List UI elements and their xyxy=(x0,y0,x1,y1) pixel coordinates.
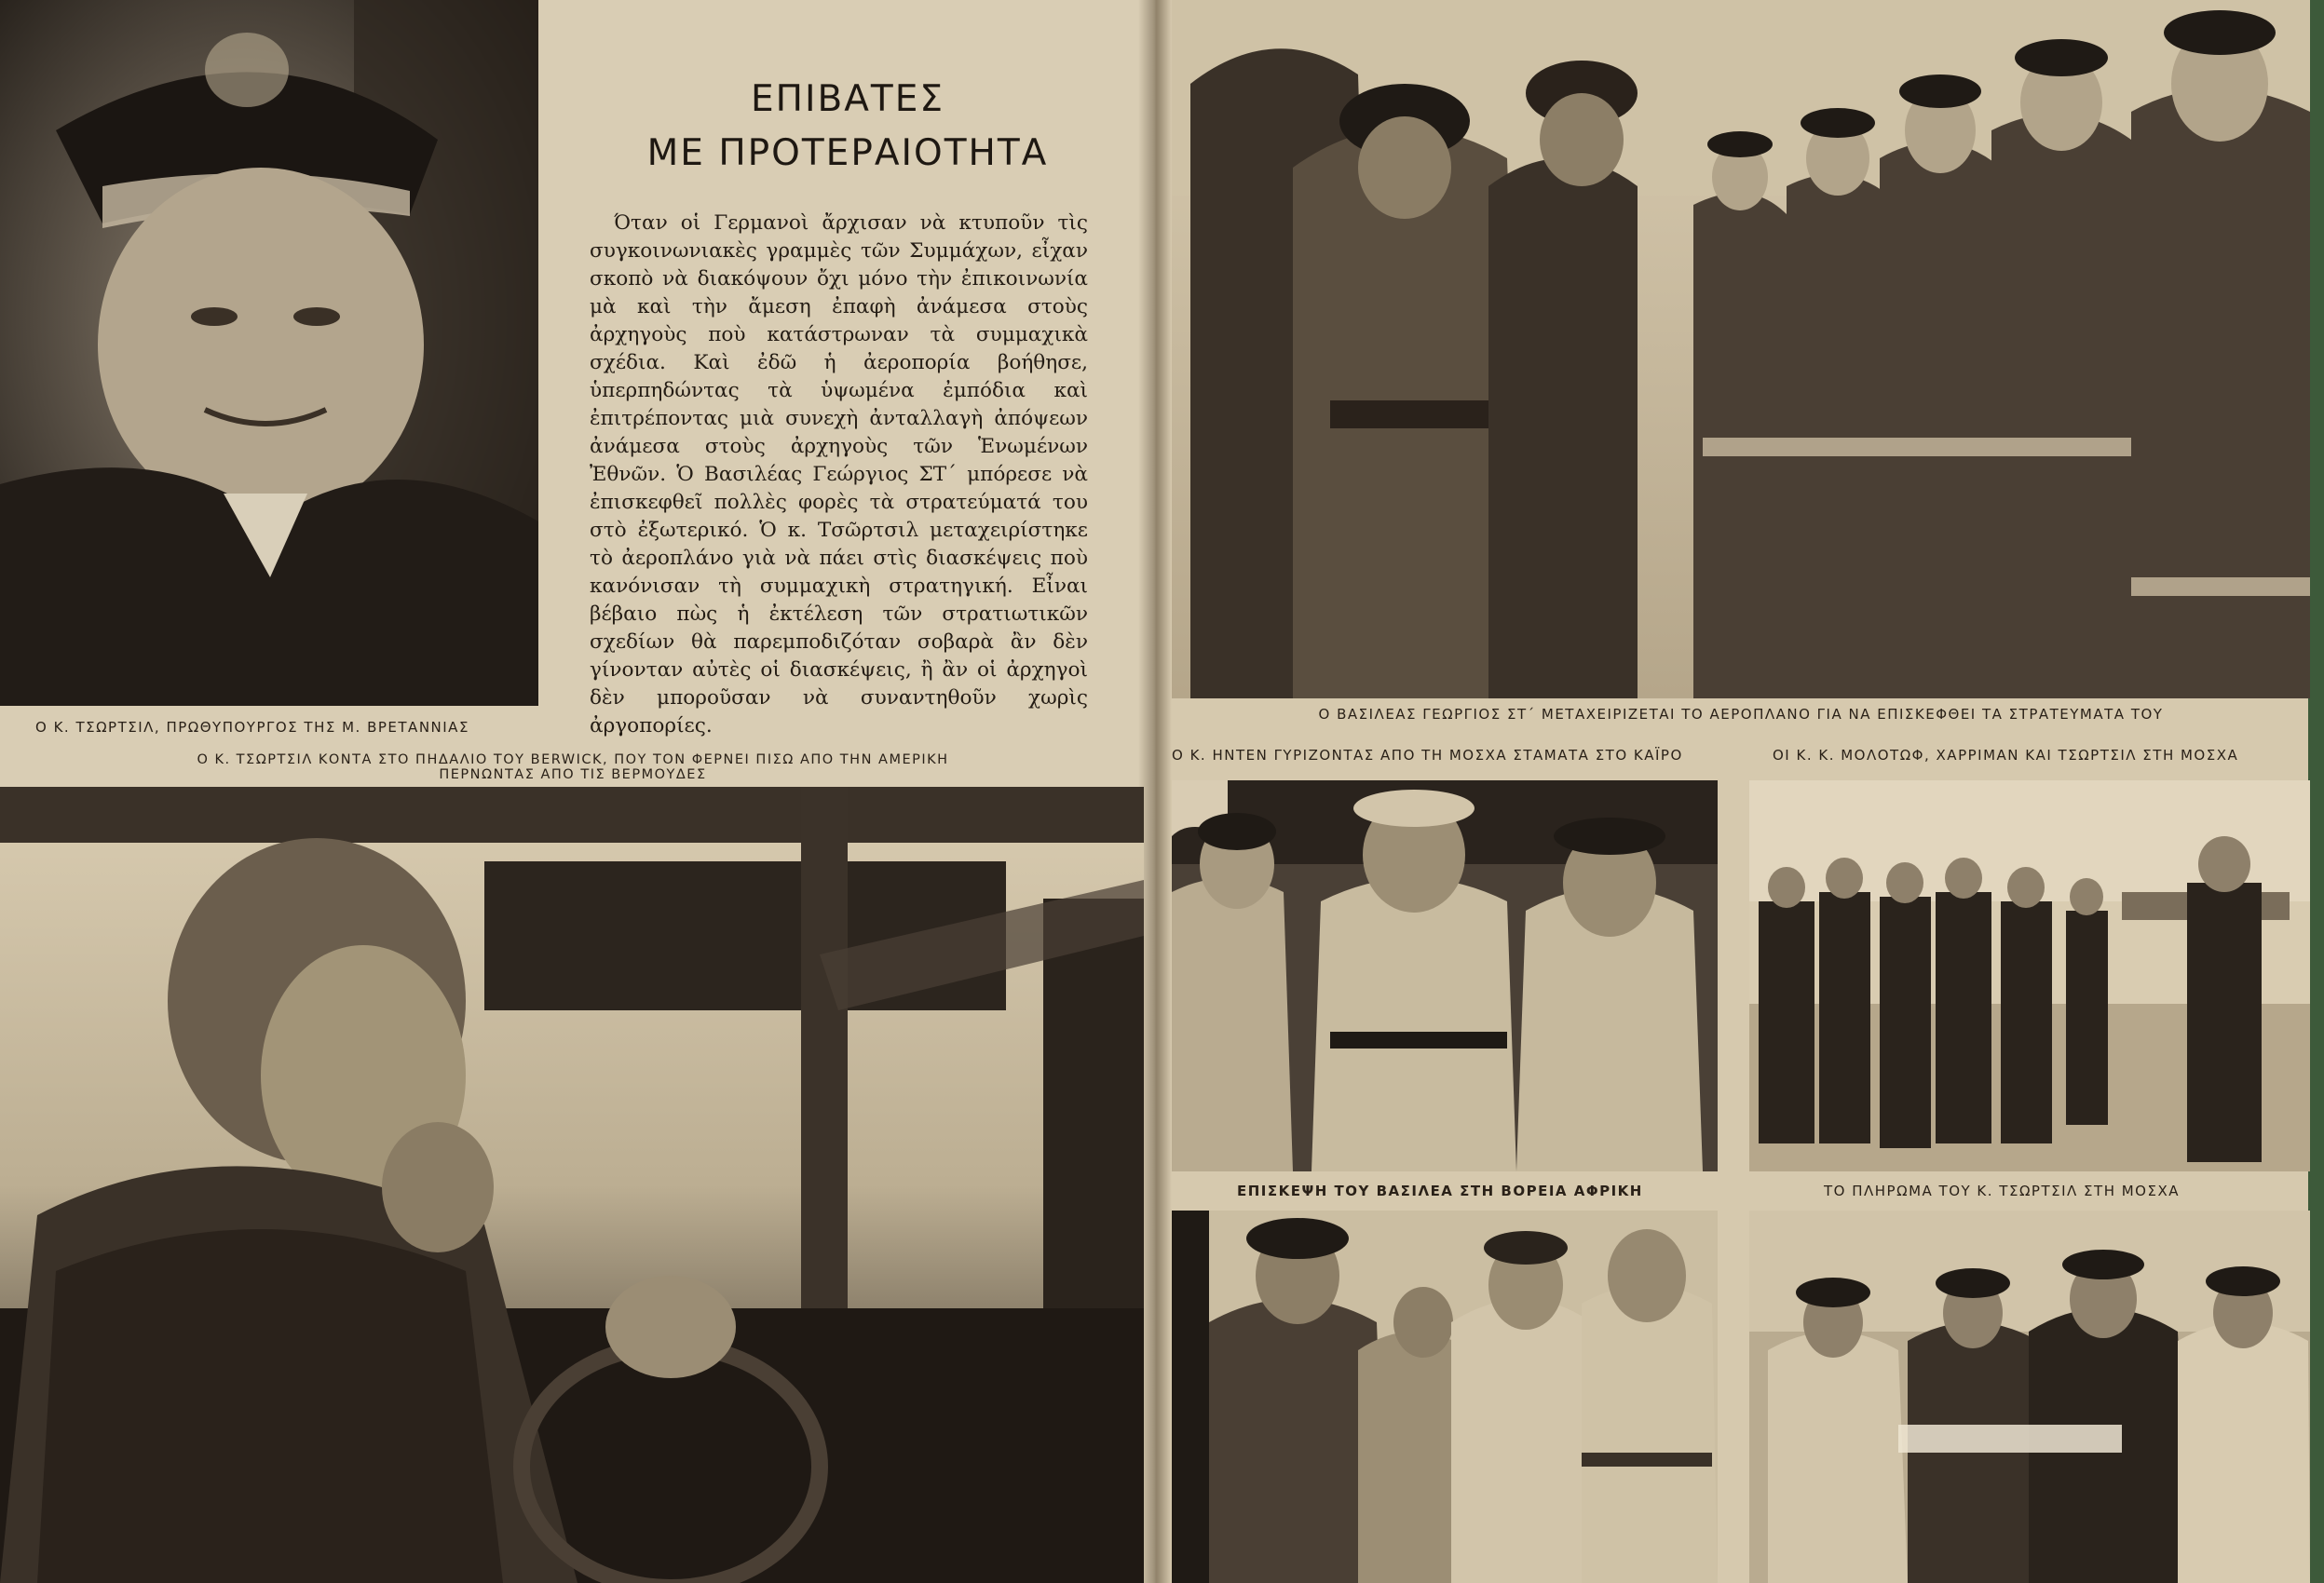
background-edge xyxy=(2308,0,2324,1583)
photo-molotov-moscow xyxy=(1749,780,2310,1171)
photo-king-africa xyxy=(1172,1211,1718,1583)
caption-eden-cairo: Ο Κ. ΗΝΤΕΝ ΓΥΡΙΖΟΝΤΑΣ ΑΠΟ ΤΗ ΜΟΣΧΑ ΣΤΑΜΑΤΑ ΣΤΟ ΚΑΪΡΟ xyxy=(1172,747,1683,764)
caption-king-troops: Ο ΒΑΣΙΛΕΑΣ ΓΕΩΡΓΙΟΣ ΣΤ΄ ΜΕΤΑΧΕΙΡΙΖΕΤΑΙ ΤΟ ΑΕΡΟΠΛΑΝΟ ΓΙΑ ΝΑ ΕΠΙΣΚΕΦΘΕΙ ΤΑ ΣΤΡΑΤΕΥΜΑΤΑ ΤΟΥ xyxy=(1318,706,2164,723)
photo-churchill-portrait xyxy=(0,0,538,706)
caption-churchill-portrait: Ο Κ. ΤΣΩΡΤΣΙΛ, ΠΡΩΘΥΠΟΥΡΓΟΣ ΤΗΣ Μ. ΒΡΕΤΑΝΝΙΑΣ xyxy=(35,719,469,736)
photo-churchill-helm xyxy=(0,787,1144,1583)
caption-churchill-helm-line-1: Ο Κ. ΤΣΩΡΤΣΙΛ ΚΟΝΤΑ ΣΤΟ ΠΗΔΑΛΙΟ ΤΟΥ BERWICK, ΠΟΥ ΤΟΝ ΦΕΡΝΕΙ ΠΙΣΩ ΑΠΟ ΤΗΝ ΑΜΕΡΙΚΗ xyxy=(197,752,949,767)
caption-molotov-moscow: ΟΙ Κ. Κ. ΜΟΛΟΤΩΦ, ΧΑΡΡΙΜΑΝ ΚΑΙ ΤΣΩΡΤΣΙΛ ΣΤΗ ΜΟΣΧΑ xyxy=(1773,747,2239,764)
article-title xyxy=(559,73,1136,181)
caption-churchill-helm xyxy=(93,752,1053,782)
article-body: Όταν οἱ Γερμανοὶ ἄρχισαν νὰ κτυποῦν τὶς συγκοινωνιακὲς γραμμὲς τῶν Συμμάχων, εἶχαν σκοπὸ νὰ διακόψουν ὄχι μόνο τὴν ἐπικοινωνία μὰ καὶ τὴν ἄμεση ἐπαφὴ ἀνάμεσα στοὺς ἀρχηγοὺς ποὺ κατάστρωναν τὰ συμμαχικὰ σχέδια. Καὶ ἐδῶ ἡ ἀεροπορία βοήθησε, ὑπερπηδώντας τὰ ὑψωμένα ἐμπόδια καὶ ἐπιτρέποντας μιὰ συνεχὴ ἀνταλλαγὴ ἀπόψεων ἀνάμεσα στοὺς ἀρχηγοὺς τῶν Ἑνωμένων Ἐθνῶν. Ὁ Βασιλέας Γεώργιος ΣΤ΄ μπόρεσε νὰ ἐπισκεφθεῖ πολλὲς φορὲς τὰ στρατεύματά του στὸ ἐξωτερικό. Ὁ κ. Τσῶρτσιλ μεταχειρίστηκε τὸ ἀεροπλάνο γιὰ νὰ πάει στὶς διασκέψεις ποὺ κανόνισαν τὴ συμμαχικὴ στρατηγική. Εἶναι βέβαιο πὼς ἡ ἐκτέλεση τῶν στρατιωτικῶν σχεδίων θὰ παρεμποδιζόταν σοβαρὰ ἂν δὲν γίνονταν αὐτὲς οἱ διασκέψεις, ἢ ἂν οἱ ἀρχηγοὶ δὲν μποροῦσαν νὰ συναντηθοῦν χωρὶς ἀργοπορίες. xyxy=(590,211,1088,737)
caption-crew-moscow: ΤΟ ΠΛΗΡΩΜΑ ΤΟΥ Κ. ΤΣΩΡΤΣΙΛ ΣΤΗ ΜΟΣΧΑ xyxy=(1824,1183,2181,1199)
caption-churchill-helm-line-2: ΠΕΡΝΩΝΤΑΣ ΑΠΟ ΤΙΣ ΒΕΡΜΟΥΔΕΣ xyxy=(439,767,707,782)
photo-eden-cairo xyxy=(1172,780,1718,1171)
caption-king-africa: ΕΠΙΣΚΕΨΗ ΤΟΥ ΒΑΣΙΛΕΑ ΣΤΗ ΒΟΡΕΙΑ ΑΦΡΙΚΗ xyxy=(1237,1183,1643,1199)
article-title-line-2: ΜΕ ΠΡΟΤΕΡΑΙΟΤΗΤΑ xyxy=(646,132,1049,174)
article-title-line-1: ΕΠΙΒΑΤΕΣ xyxy=(750,78,945,120)
photo-crew-moscow xyxy=(1749,1211,2310,1583)
photo-king-troops xyxy=(1172,0,2310,698)
